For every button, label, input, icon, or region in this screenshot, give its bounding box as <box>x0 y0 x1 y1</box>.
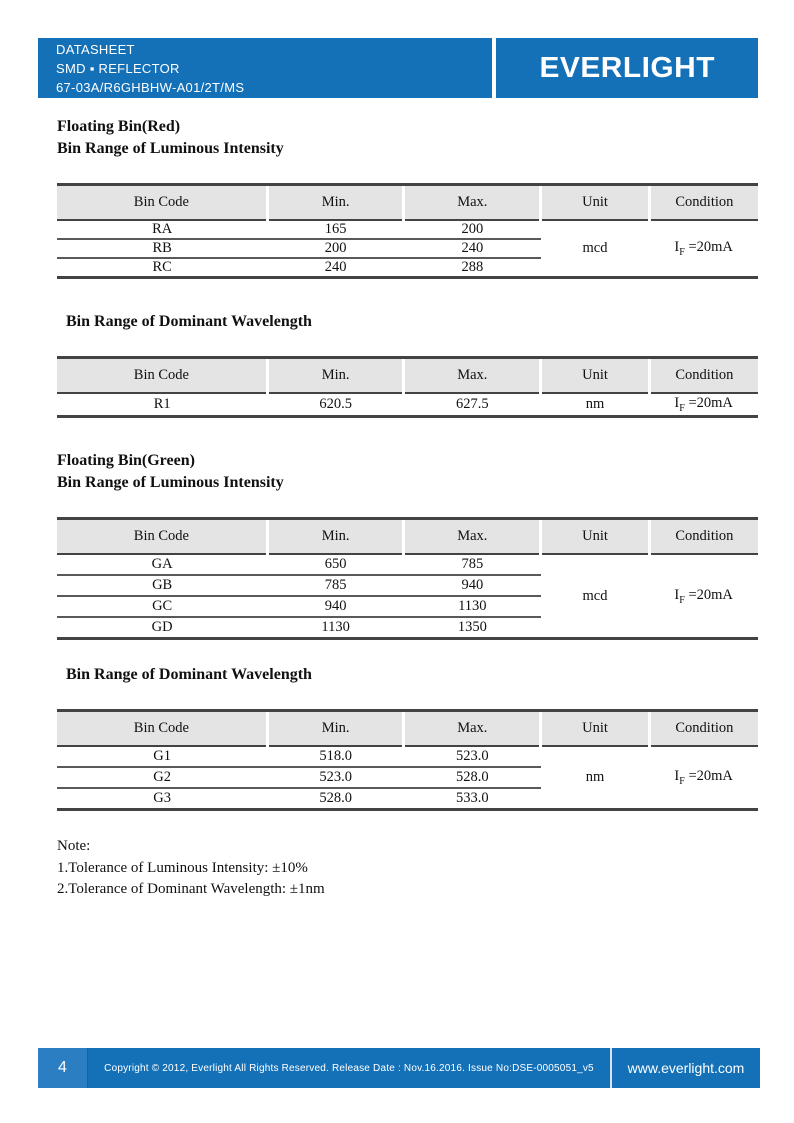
col-header-condition: Condition <box>649 358 758 394</box>
table-header-row <box>57 185 758 221</box>
col-header-bin-code: Bin Code <box>57 185 267 221</box>
unit-cell: nm <box>541 393 650 417</box>
header-line-datasheet: DATASHEET <box>56 42 135 57</box>
min-cell: 1130 <box>267 617 404 639</box>
bin-code-cell: R1 <box>57 393 267 417</box>
bin-code-cell: GB <box>57 575 267 596</box>
red-intensity-table-wrap <box>57 183 758 279</box>
condition-cell <box>649 220 758 278</box>
green-wavelength-heading: Bin Range of Dominant Wavelength <box>66 666 312 683</box>
table-row <box>57 746 758 767</box>
logo-block <box>496 38 758 98</box>
note-item-2: 2.Tolerance of Dominant Wavelength: ±1nm <box>57 881 325 897</box>
green-intensity-table <box>57 517 758 640</box>
footer-bar <box>38 1048 760 1088</box>
header-text-block <box>38 38 492 98</box>
min-cell: 620.5 <box>267 393 404 417</box>
red-intensity-table <box>57 183 758 279</box>
condition-value: =20mA <box>684 239 733 256</box>
col-header-min: Min. <box>267 185 404 221</box>
col-header-condition: Condition <box>649 519 758 555</box>
condition-symbol: I <box>674 586 680 603</box>
condition-symbol: I <box>674 768 680 785</box>
min-cell: 785 <box>267 575 404 596</box>
condition-cell <box>649 393 758 417</box>
green-intensity-heading: Bin Range of Luminous Intensity <box>57 474 284 491</box>
green-wavelength-table <box>57 709 758 811</box>
max-cell: 288 <box>404 258 541 278</box>
bin-code-cell: GD <box>57 617 267 639</box>
col-header-max: Max. <box>404 711 541 747</box>
bin-code-cell: G3 <box>57 788 267 810</box>
max-cell: 785 <box>404 554 541 575</box>
condition-subscript: F <box>679 594 685 606</box>
green-wavelength-table-wrap <box>57 709 758 811</box>
condition-cell <box>649 554 758 639</box>
col-header-condition: Condition <box>649 711 758 747</box>
condition-subscript: F <box>679 246 685 258</box>
col-header-min: Min. <box>267 358 404 394</box>
min-cell: 240 <box>267 258 404 278</box>
min-cell: 165 <box>267 220 404 239</box>
bin-code-cell: RB <box>57 239 267 258</box>
max-cell: 200 <box>404 220 541 239</box>
bin-code-cell: GA <box>57 554 267 575</box>
condition-subscript: F <box>679 402 685 414</box>
unit-cell: mcd <box>541 220 650 278</box>
condition-value: =20mA <box>684 395 733 412</box>
col-header-unit: Unit <box>541 185 650 221</box>
condition-value: =20mA <box>684 586 733 603</box>
col-header-bin-code: Bin Code <box>57 519 267 555</box>
col-header-bin-code: Bin Code <box>57 711 267 747</box>
condition-subscript: F <box>679 775 685 787</box>
condition-cell <box>649 746 758 810</box>
section-title-red <box>57 116 284 160</box>
col-header-min: Min. <box>267 519 404 555</box>
max-cell: 1130 <box>404 596 541 617</box>
min-cell: 650 <box>267 554 404 575</box>
max-cell: 1350 <box>404 617 541 639</box>
header-line-product-type: SMD ▪ REFLECTOR <box>56 61 180 76</box>
min-cell: 528.0 <box>267 788 404 810</box>
red-wavelength-table-wrap <box>57 356 758 418</box>
floating-bin-red-title: Floating Bin(Red) <box>57 118 181 135</box>
max-cell: 940 <box>404 575 541 596</box>
bin-code-cell: RA <box>57 220 267 239</box>
note-block <box>57 836 325 901</box>
bin-code-cell: RC <box>57 258 267 278</box>
col-header-unit: Unit <box>541 358 650 394</box>
min-cell: 940 <box>267 596 404 617</box>
bin-code-cell: G2 <box>57 767 267 788</box>
max-cell: 533.0 <box>404 788 541 810</box>
table-row <box>57 220 758 239</box>
col-header-condition: Condition <box>649 185 758 221</box>
note-item-1: 1.Tolerance of Luminous Intensity: ±10% <box>57 859 308 876</box>
col-header-unit: Unit <box>541 711 650 747</box>
everlight-logo: EVERLIGHT <box>539 51 715 84</box>
col-header-min: Min. <box>267 711 404 747</box>
condition-symbol: I <box>674 395 680 412</box>
website-url: www.everlight.com <box>627 1060 745 1076</box>
table-header-row <box>57 519 758 555</box>
red-wavelength-heading: Bin Range of Dominant Wavelength <box>66 313 312 330</box>
table-header-row <box>57 358 758 394</box>
col-header-max: Max. <box>404 185 541 221</box>
max-cell: 528.0 <box>404 767 541 788</box>
copyright-text: Copyright © 2012, Everlight All Rights Reserved. Release Date : Nov.16.2016. Issue No:DSE-0005051_v5 <box>104 1062 594 1074</box>
col-header-unit: Unit <box>541 519 650 555</box>
table-header-row <box>57 711 758 747</box>
max-cell: 240 <box>404 239 541 258</box>
max-cell: 523.0 <box>404 746 541 767</box>
red-intensity-heading: Bin Range of Luminous Intensity <box>57 140 284 157</box>
min-cell: 518.0 <box>267 746 404 767</box>
red-wavelength-table <box>57 356 758 418</box>
floating-bin-green-title: Floating Bin(Green) <box>57 452 195 469</box>
table-row <box>57 393 758 417</box>
unit-cell: nm <box>541 746 650 810</box>
bin-code-cell: GC <box>57 596 267 617</box>
col-header-bin-code: Bin Code <box>57 358 267 394</box>
condition-value: =20mA <box>684 768 733 785</box>
header-line-part-number: 67-03A/R6GHBHW-A01/2T/MS <box>56 80 245 95</box>
condition-symbol: I <box>674 239 680 256</box>
note-label: Note: <box>57 838 91 854</box>
page-number: 4 <box>38 1048 88 1088</box>
section-title-green <box>57 450 284 494</box>
green-intensity-table-wrap <box>57 517 758 640</box>
col-header-max: Max. <box>404 358 541 394</box>
min-cell: 200 <box>267 239 404 258</box>
max-cell: 627.5 <box>404 393 541 417</box>
bin-code-cell: G1 <box>57 746 267 767</box>
col-header-max: Max. <box>404 519 541 555</box>
unit-cell: mcd <box>541 554 650 639</box>
min-cell: 523.0 <box>267 767 404 788</box>
table-row <box>57 554 758 575</box>
header-bar <box>38 38 758 98</box>
